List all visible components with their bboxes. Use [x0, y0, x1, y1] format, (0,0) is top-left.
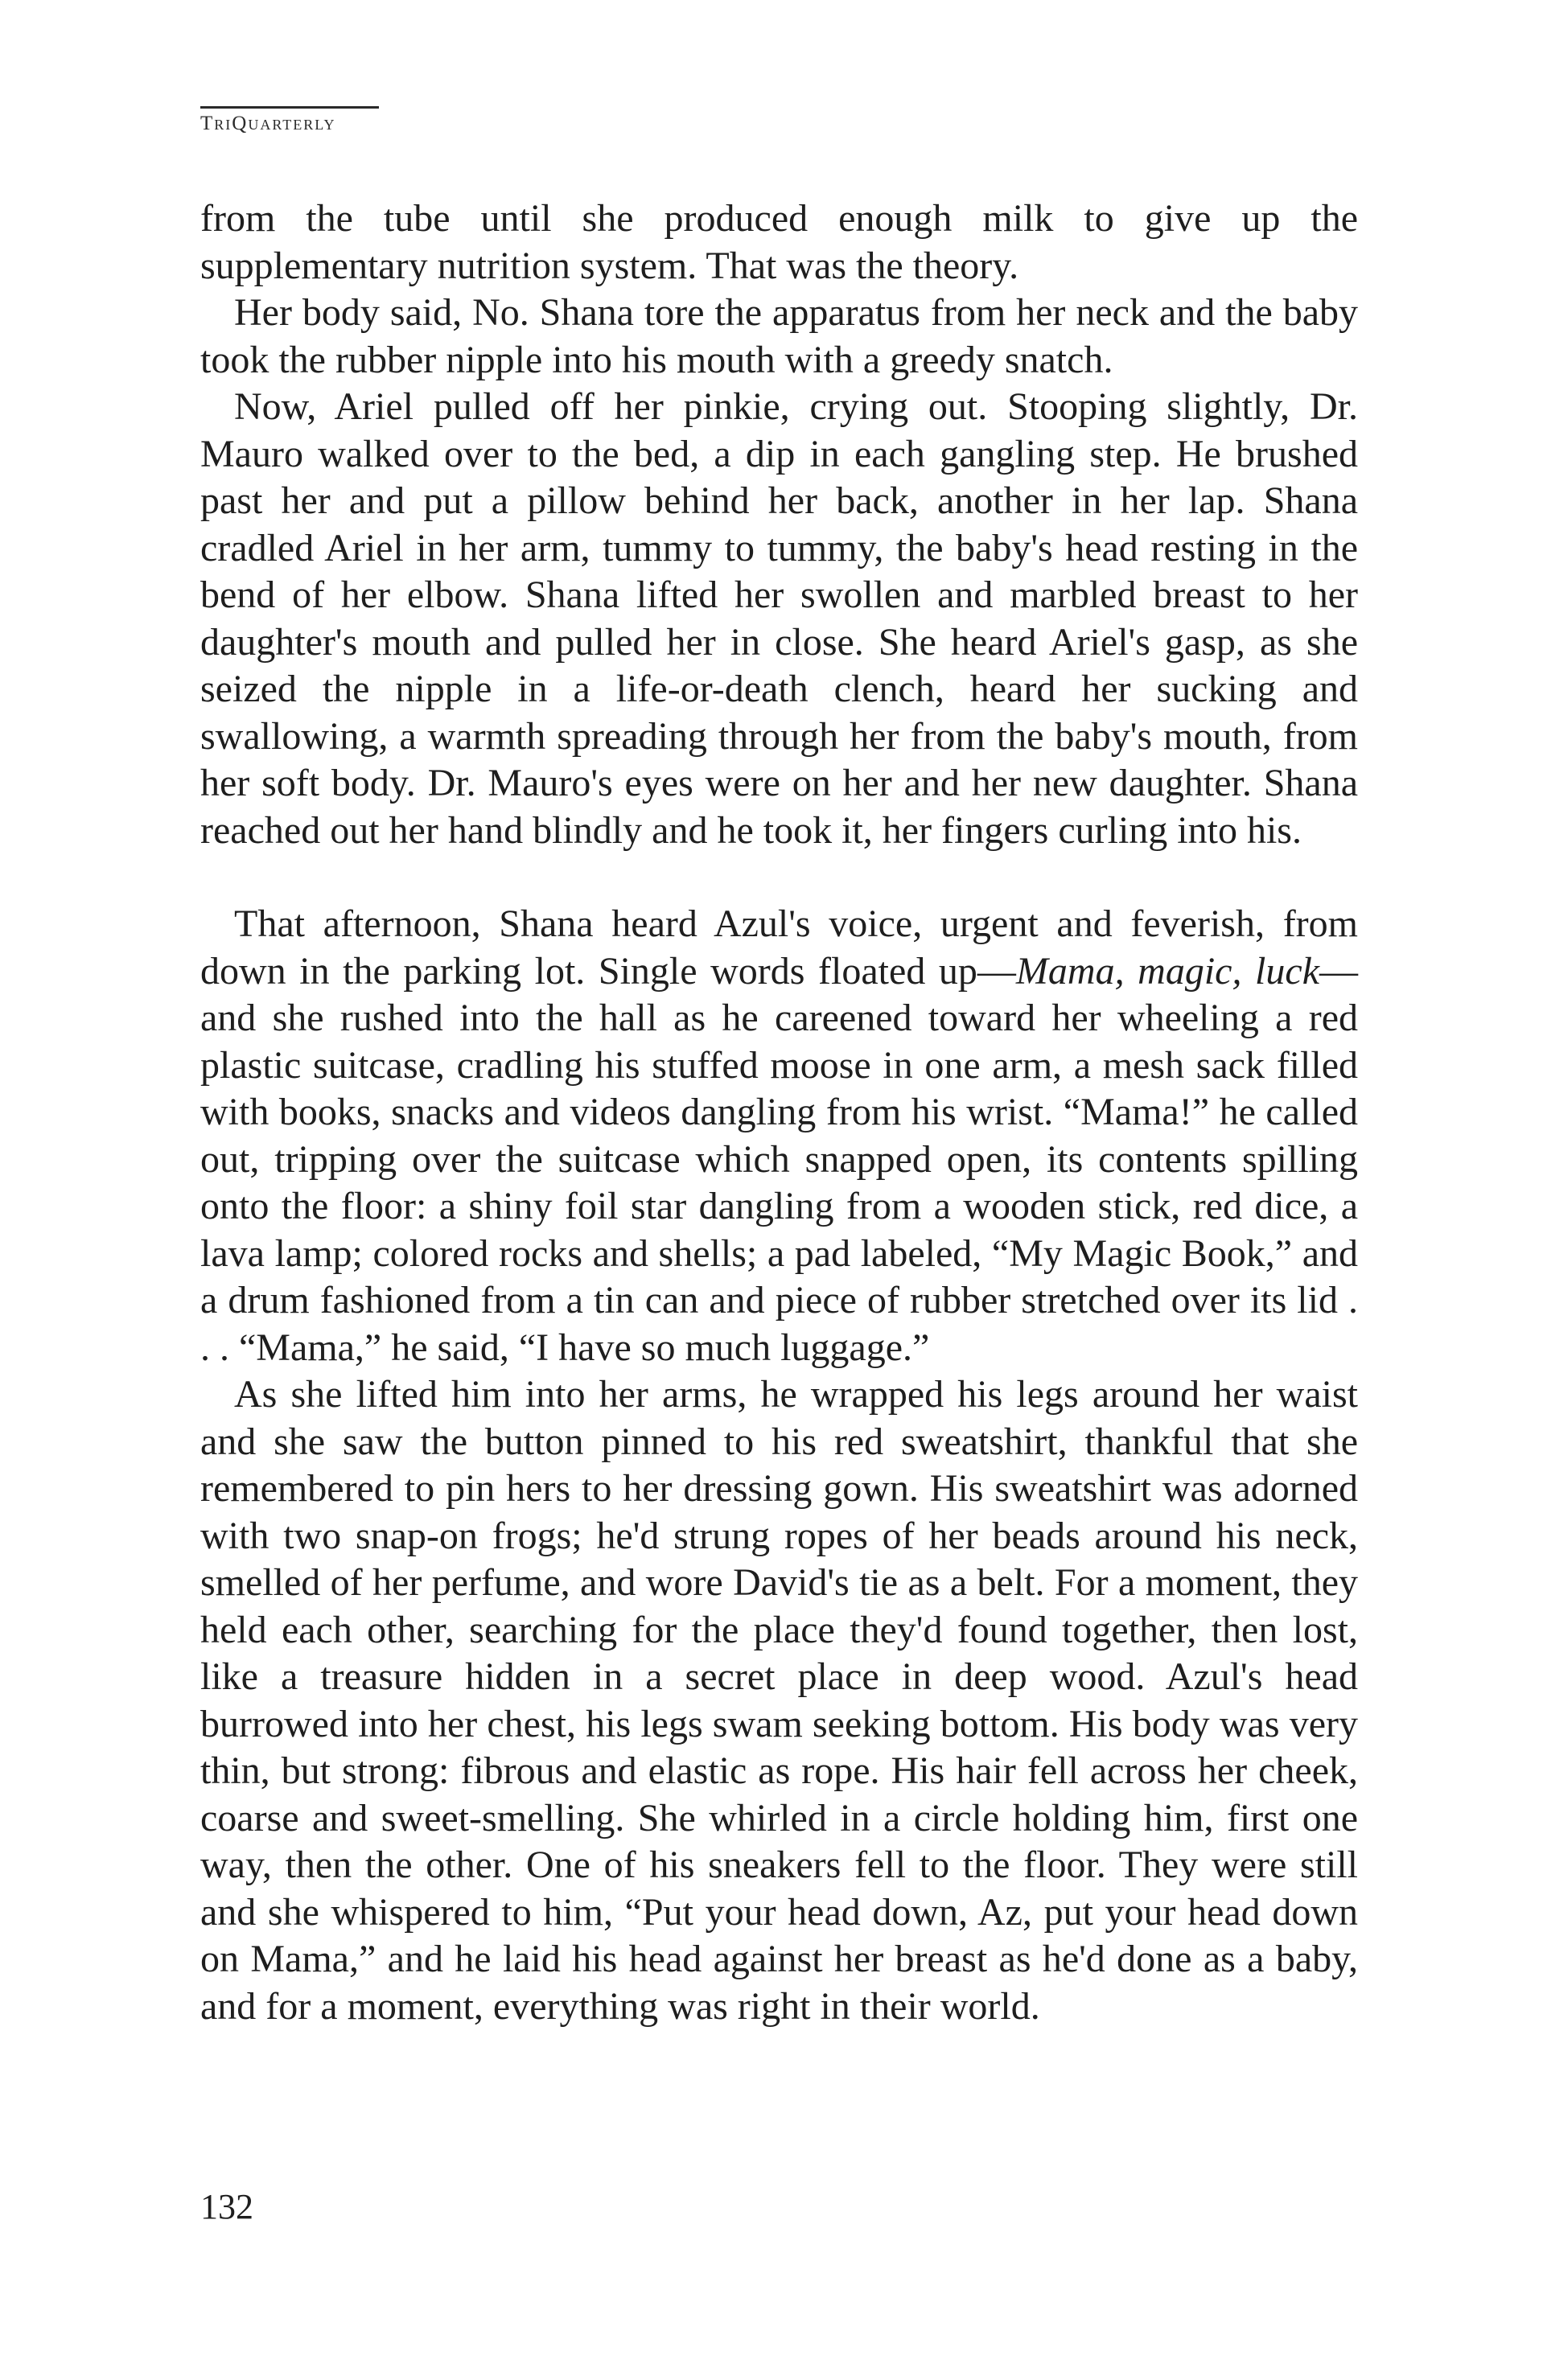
paragraph-section-start [200, 901, 1358, 1371]
paragraph: As she lifted him into her arms, he wrapped his legs around her waist and she saw the button pinned to his red sweatshirt, thankful that she remembered to pin hers to her dressing gown. His sweatshirt was adorned with two snap-on frogs; he'd strung ropes of her beads around his neck, smelled of her perfume, and wore David's tie as a belt. For a moment, they held each other, searching for the place they'd found together, then lost, like a treasure hidden in a secret place in deep wood. Azul's head burrowed into her chest, his legs swam seeking bottom. His body was very thin, but strong: fibrous and elastic as rope. His hair fell across her cheek, coarse and sweet-smelling. She whirled in a circle holding him, first one way, then the other. One of his sneakers fell to the floor. They were still and she whispered to him, “Put your head down, Az, put your head down on Mama,” and he laid his head against her breast as he'd done as a baby, and for a moment, everything was right in their world. [200, 1373, 1358, 2028]
paragraph: Now, Ariel pulled off her pinkie, crying out. Stooping slightly, Dr. Mauro walked over to the bed, a dip in each gangling step. He brushed past her and put a pillow behind her back, another in her lap. Shana cradled Ariel in her arm, tummy to tummy, the baby's head resting in the bend of her elbow. Shana lifted her swollen and marbled breast to her daughter's mouth and pulled her in close. She heard Ariel's gasp, as she seized the nipple in a life-or-death clench, heard her sucking and swallowing, a warmth spreading through her from the baby's mouth, from her soft body. Dr. Mauro's eyes were on her and her new daughter. Shana reached out her hand blindly and he took it, her fingers curling into his. [200, 385, 1358, 852]
paragraph-continuation: from the tube until she produced enough milk to give up the supplementary nutrition system. That was the theory. [200, 197, 1358, 287]
body-text [200, 195, 1358, 2030]
paragraph-italic-words: Mama, magic, luck [1015, 949, 1319, 993]
paragraph: Her body said, No. Shana tore the apparatus from her neck and the baby took the rubber nipple into his mouth with a greedy snatch. [200, 291, 1358, 381]
paragraph-text-before: That afternoon, Shana heard Azul's voice, urgent and feverish, from down in the parking lot. Single words floated up— [200, 902, 1358, 993]
page-number: 132 [200, 2187, 253, 2226]
header-rule [200, 106, 379, 109]
running-header: TriQuarterly [200, 113, 336, 134]
paragraph-text-after: —and she rushed into the hall as he careened toward her wheeling a red plastic suitcase, cradling his stuffed moose in one arm, a mesh sack filled with books, snacks and videos dangling from his wrist. “Mama!” he called out, tripping over the suitcase which snapped open, its contents spilling onto the floor: a shiny foil star dangling from a wooden stick, red dice, a lava lamp; colored rocks and shells; a pad labeled, “My Magic Book,” and a drum fashioned from a tin can and piece of rubber stretched over its lid . . . “Mama,” he said, “I have so much luggage.” [200, 949, 1358, 1369]
